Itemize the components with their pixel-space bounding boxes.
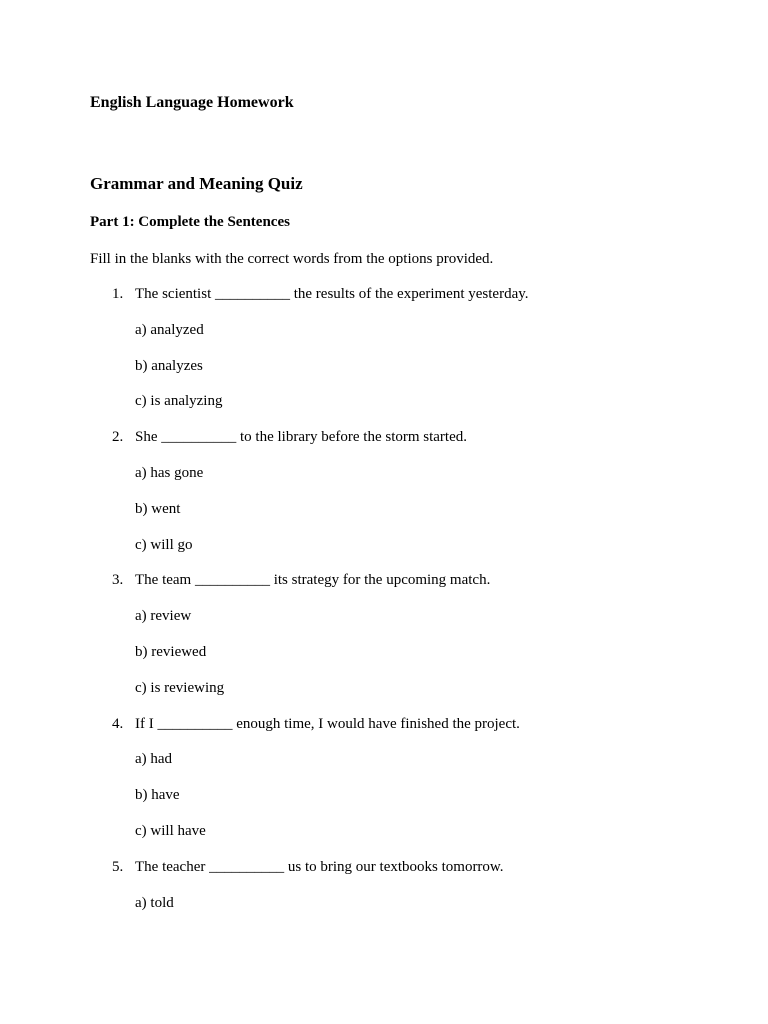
question-item	[90, 715, 710, 841]
answer-option: c) is reviewing	[135, 679, 225, 696]
question-number: 4.	[112, 715, 124, 732]
question-number: 3.	[112, 572, 124, 589]
question-text: If I __________ enough time, I would have finished the project.	[135, 715, 520, 732]
answer-option: b) have	[135, 787, 180, 804]
question-list	[90, 285, 710, 929]
question-text: She __________ to the library before the storm started.	[135, 429, 468, 446]
answer-option: b) went	[135, 500, 181, 517]
question-number: 2.	[112, 429, 124, 446]
answer-option: a) has gone	[135, 464, 204, 481]
answer-option: b) analyzes	[135, 357, 203, 374]
question-item	[90, 571, 710, 697]
question-number: 1.	[112, 286, 124, 302]
answer-option: c) will have	[135, 822, 206, 839]
answer-option: a) review	[135, 608, 192, 625]
answer-option: a) had	[135, 751, 173, 768]
answer-option: c) will go	[135, 536, 193, 553]
document-title: English Language Homework	[90, 94, 294, 111]
question-item	[90, 858, 710, 913]
answer-option: b) reviewed	[135, 643, 207, 660]
part-title: Part 1: Complete the Sentences	[90, 214, 290, 230]
question-text: The team __________ its strategy for the upcoming match.	[135, 572, 491, 589]
quiz-title: Grammar and Meaning Quiz	[90, 174, 303, 193]
question-text: The teacher __________ us to bring our textbooks tomorrow.	[135, 858, 504, 875]
instructions-text: Fill in the blanks with the correct words from the options provided.	[90, 251, 494, 267]
answer-option: c) is analyzing	[135, 393, 223, 410]
question-item	[90, 285, 710, 411]
answer-option: a) analyzed	[135, 321, 204, 338]
question-item	[90, 428, 710, 554]
answer-option: a) told	[135, 894, 174, 911]
question-number: 5.	[112, 858, 124, 875]
question-text: The scientist __________ the results of the experiment yesterday.	[135, 286, 529, 302]
